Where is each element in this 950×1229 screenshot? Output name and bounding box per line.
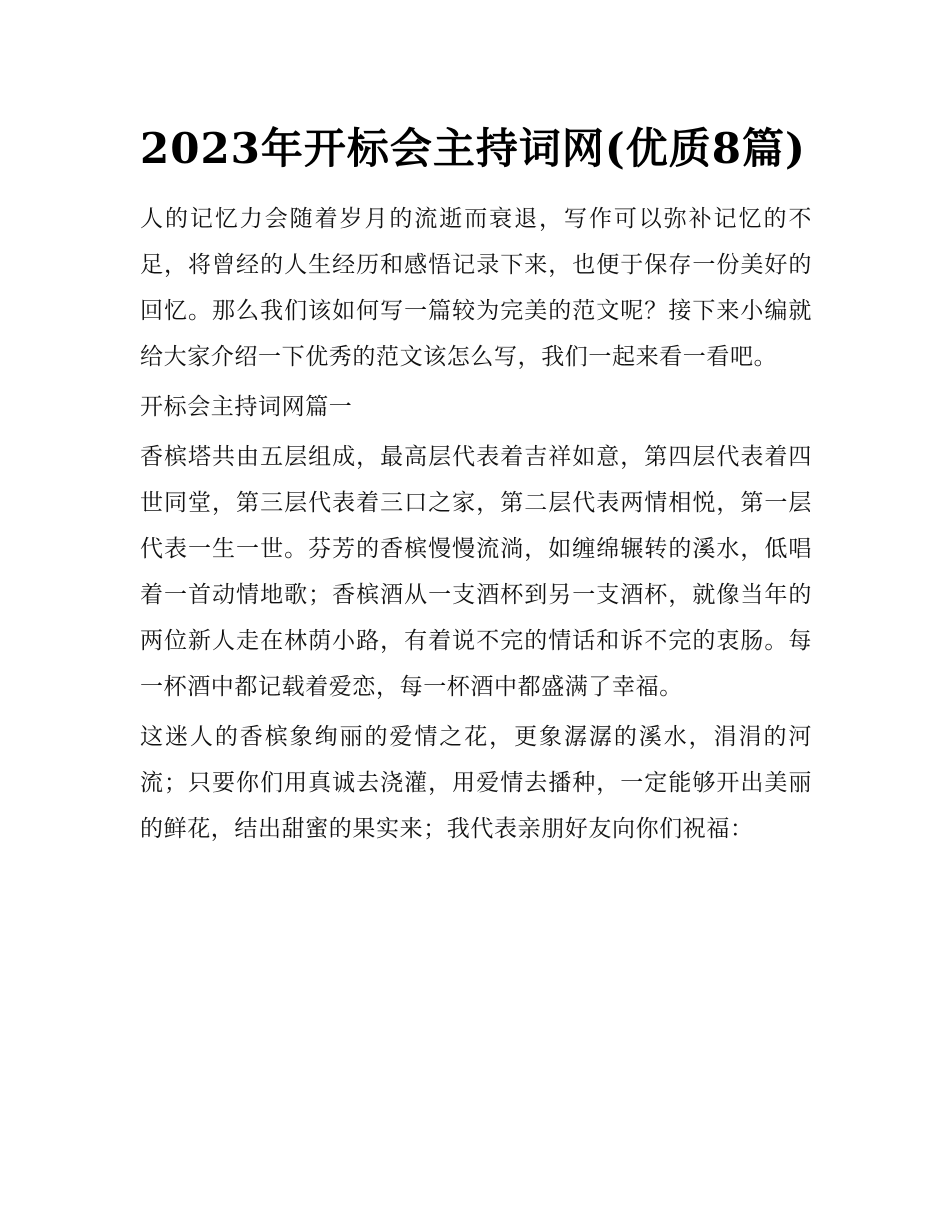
section-heading: 开标会主持词网篇一: [140, 394, 353, 420]
section-paragraph: 这迷人的香槟象绚丽的爱情之花，更象潺潺的溪水，涓涓的河流；只要你们用真诚去浇灌，用爱情去播种，一定能够开出美丽的鲜花，结出甜蜜的果实来；我代表亲朋好友向你们祝福：: [140, 724, 812, 842]
section-paragraph: 香槟塔共由五层组成，最高层代表着吉祥如意，第四层代表着四世同堂，第三层代表着三口之家，第二层代表两情相悦，第一层代表一生一世。芬芳的香槟慢慢流淌，如缠绵辗转的溪水，低唱着一首动情地歌；香槟酒从一支酒杯到另一支酒杯，就像当年的两位新人走在林荫小路，有着说不完的情话和诉不完的衷肠。每一杯酒中都记载着爱恋，每一杯酒中都盛满了幸福。: [140, 444, 812, 700]
intro-paragraph: 人的记忆力会随着岁月的流逝而衰退，写作可以弥补记忆的不足，将曾经的人生经历和感悟记录下来，也便于保存一份美好的回忆。那么我们该如何写一篇较为完美的范文呢？接下来小编就给大家介绍一下优秀的范文该怎么写，我们一起来看一看吧。: [140, 206, 812, 370]
document-page: [140, 112, 812, 852]
section-1: [140, 384, 812, 852]
document-title: 2023年开标会主持词网(优质8篇): [140, 124, 806, 173]
